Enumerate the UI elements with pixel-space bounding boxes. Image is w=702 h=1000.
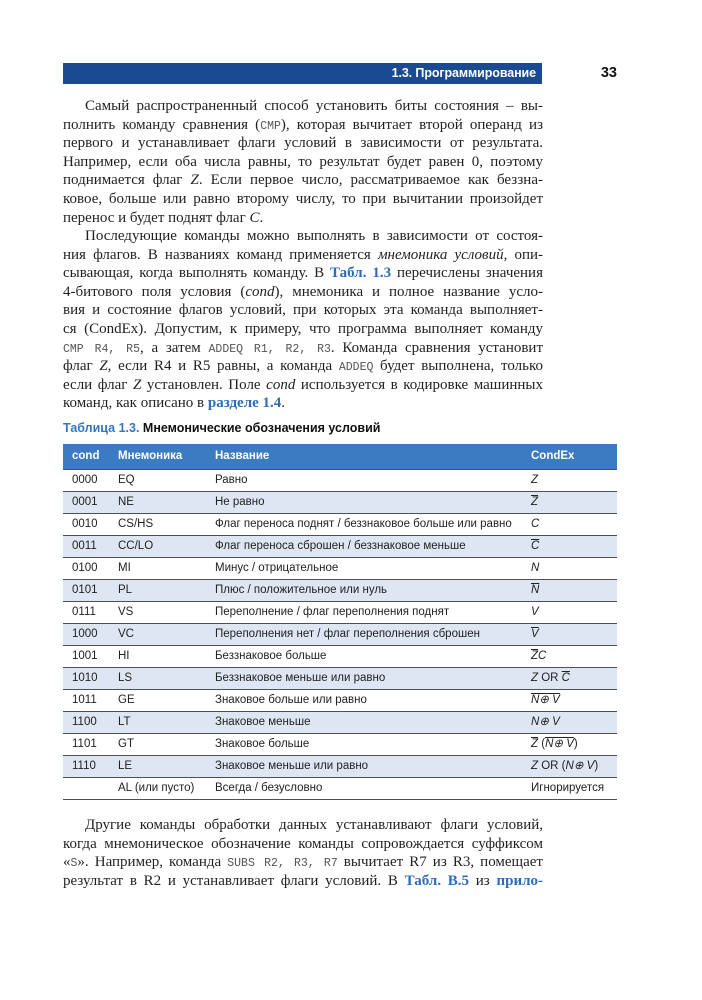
text-line bbox=[63, 283, 543, 302]
cell-condex bbox=[522, 536, 617, 557]
cell-name: Минус / отрицательное bbox=[215, 562, 339, 574]
text-segment: вия и состояние флагов условий, при которых эта команда выполняет- bbox=[63, 302, 543, 319]
table-row bbox=[63, 733, 617, 755]
text-line bbox=[63, 264, 543, 283]
cell-condex bbox=[522, 690, 617, 711]
table-caption bbox=[63, 420, 380, 436]
text-line bbox=[63, 872, 543, 891]
code-segment: CMP bbox=[260, 119, 281, 133]
cell-mnemonic: GT bbox=[118, 738, 134, 750]
cell-cond: 1001 bbox=[72, 650, 98, 662]
table-row bbox=[63, 777, 617, 799]
text-line bbox=[63, 190, 543, 209]
cell-cond: 1110 bbox=[72, 760, 96, 772]
i-segment: C bbox=[249, 209, 260, 226]
text-line bbox=[63, 835, 543, 854]
text-segment: « bbox=[63, 854, 71, 871]
cell-mnemonic: LS bbox=[118, 672, 133, 684]
table-caption-title: Мнемонические обозначения условий bbox=[139, 421, 381, 435]
text-line bbox=[63, 246, 543, 265]
cell-cond: 0000 bbox=[72, 474, 98, 486]
i-segment: Z bbox=[132, 376, 142, 393]
column-header-name: Название bbox=[215, 450, 270, 462]
text-segment: Последующие команды можно выполнять в зависимости от состоя- bbox=[85, 228, 543, 244]
text-segment: , а затем bbox=[140, 339, 209, 356]
page-number: 33 bbox=[600, 65, 617, 81]
i-segment: Z bbox=[531, 474, 539, 486]
text-segment: перенос и будет поднят флаг bbox=[63, 209, 250, 226]
text-line bbox=[63, 853, 543, 872]
text-segment: если флаг bbox=[63, 376, 133, 393]
text-segment: сывающая, когда выполнять команду. В bbox=[63, 265, 331, 282]
cell-name: Флаг переноса поднят / беззнаковое больше или равно bbox=[215, 518, 512, 530]
text-segment: Самый распространенный способ установить биты состояния – вы- bbox=[85, 98, 543, 114]
cell-name: Плюс / положительное или нуль bbox=[215, 584, 388, 596]
i-segment: C bbox=[531, 518, 540, 530]
paragraph-1 bbox=[63, 97, 543, 227]
table-row bbox=[63, 667, 617, 689]
text-segment: Другие команды обработки данных устанавливают флаги условий, bbox=[85, 817, 543, 833]
i-segment: $\overline{Z}$ bbox=[531, 738, 539, 750]
cell-name: Знаковое больше bbox=[215, 738, 310, 750]
cell-cond: 0010 bbox=[72, 518, 98, 530]
cell-cond: 0101 bbox=[72, 584, 98, 596]
code-segment: S bbox=[70, 857, 78, 871]
text-segment: ковое, больше или равно второму числу, то при вычитании произойдет bbox=[63, 190, 543, 207]
table-row bbox=[63, 513, 617, 535]
cell-condex bbox=[522, 602, 617, 623]
table-header-row bbox=[63, 444, 617, 469]
cell-cond bbox=[63, 778, 109, 799]
table-row bbox=[63, 535, 617, 557]
i-segment: Z bbox=[190, 172, 199, 189]
cell-mnemonic: PL bbox=[118, 584, 133, 596]
i-segment: N⊕ V bbox=[531, 716, 560, 728]
table-row bbox=[63, 579, 617, 601]
cell-condex bbox=[522, 756, 617, 777]
cell-mnemonic: LE bbox=[118, 760, 133, 772]
table-row bbox=[63, 557, 617, 579]
cell-condex bbox=[522, 778, 617, 799]
i-segment: N⊕ V bbox=[545, 738, 574, 750]
i-segment: N⊕ V bbox=[531, 694, 560, 706]
text-segment: , если R4 и R5 равны, а команда bbox=[107, 358, 339, 375]
cell-mnemonic: MI bbox=[118, 562, 131, 574]
cell-name: Беззнаковое меньше или равно bbox=[215, 672, 386, 684]
i-segment: $\overline{N}$ bbox=[531, 584, 540, 596]
table-row bbox=[63, 645, 617, 667]
text-line bbox=[63, 394, 543, 413]
cell-name: Знаковое больше или равно bbox=[215, 694, 367, 706]
code-segment: ADDEQ R1, R2, R3 bbox=[208, 342, 331, 356]
cell-condex bbox=[522, 734, 617, 755]
text-segment: поднимается флаг bbox=[63, 172, 191, 189]
cell-condex bbox=[522, 470, 617, 491]
cell-condex bbox=[522, 712, 617, 733]
text-segment: из bbox=[469, 872, 497, 889]
i-segment: N bbox=[531, 562, 540, 574]
column-header-condex: CondEx bbox=[531, 450, 575, 462]
link-segment[interactable]: разделе 1.4 bbox=[207, 395, 282, 412]
link-segment[interactable]: Табл. 1.3 bbox=[330, 265, 392, 282]
text-segment: OR ( bbox=[538, 760, 566, 772]
cell-mnemonic: VS bbox=[118, 606, 134, 618]
table-row bbox=[63, 755, 617, 777]
cell-condex bbox=[522, 646, 617, 667]
text-segment: полнить команду сравнения ( bbox=[63, 116, 261, 133]
cell-cond: 0100 bbox=[72, 562, 98, 574]
cell-mnemonic: NE bbox=[118, 496, 134, 508]
text-line bbox=[63, 320, 543, 339]
i-segment: Z bbox=[531, 672, 539, 684]
text-segment: . bbox=[281, 395, 286, 412]
cell-mnemonic: VC bbox=[118, 628, 134, 640]
text-line bbox=[63, 153, 543, 172]
text-line bbox=[63, 816, 543, 835]
cell-name: Переполнения нет / флаг переполнения сброшен bbox=[215, 628, 480, 640]
cell-cond: 1011 bbox=[72, 694, 97, 706]
condition-mnemonics-table bbox=[63, 444, 617, 800]
cell-condex bbox=[522, 580, 617, 601]
cell-condex bbox=[522, 558, 617, 579]
text-line bbox=[63, 209, 543, 228]
column-header-cond: cond bbox=[72, 450, 100, 462]
code-segment: ADDEQ bbox=[338, 361, 374, 375]
text-segment: перечислены значения bbox=[391, 265, 543, 282]
text-segment: когда мнемоническое обозначение команды сопровождается суффиксом bbox=[63, 835, 543, 852]
text-line bbox=[63, 339, 543, 358]
code-segment: SUBS R2, R3, R7 bbox=[227, 857, 338, 871]
running-header-bar bbox=[63, 63, 542, 84]
text-line bbox=[63, 301, 543, 320]
cell-cond: 1010 bbox=[72, 672, 98, 684]
i-segment: Z bbox=[99, 358, 108, 375]
table-row bbox=[63, 601, 617, 623]
cell-cond: 1101 bbox=[72, 738, 97, 750]
i-segment: cond bbox=[245, 283, 275, 300]
text-segment: Например, если оба числа равны, то результат будет равен 0, поэтому bbox=[63, 153, 543, 170]
i-segment: мнемоника условий bbox=[377, 246, 504, 263]
text-segment: . bbox=[259, 209, 264, 226]
text-segment: 4-битового поля условия ( bbox=[63, 283, 246, 300]
text-segment: , опи- bbox=[503, 246, 543, 263]
cell-mnemonic: GE bbox=[118, 694, 135, 706]
cell-condex bbox=[522, 492, 617, 513]
section-title: 1.3. Программирование bbox=[391, 66, 536, 80]
table-body bbox=[63, 469, 617, 799]
cell-condex bbox=[522, 668, 617, 689]
text-line bbox=[63, 134, 543, 153]
text-segment: Игнорируется bbox=[531, 782, 605, 794]
table-caption-label: Таблица 1.3. bbox=[63, 421, 140, 435]
text-line bbox=[63, 171, 543, 190]
cell-mnemonic: CS/HS bbox=[118, 518, 154, 530]
text-line bbox=[63, 227, 543, 246]
i-segment: $\overline{C}$ bbox=[561, 672, 570, 684]
i-segment: cond bbox=[266, 376, 296, 393]
cell-name: Знаковое меньше или равно bbox=[215, 760, 369, 772]
cell-mnemonic: HI bbox=[118, 650, 130, 662]
cell-cond: 0001 bbox=[72, 496, 98, 508]
cell-mnemonic: EQ bbox=[118, 474, 135, 486]
text-segment: установлен. Поле bbox=[141, 376, 267, 393]
cell-condex bbox=[522, 624, 617, 645]
paragraph-2 bbox=[63, 227, 543, 413]
text-segment: ния флагов. В названиях команд применяется bbox=[63, 246, 378, 263]
text-line bbox=[63, 376, 543, 395]
text-line bbox=[63, 97, 543, 116]
cell-mnemonic: AL (или пусто) bbox=[118, 782, 195, 794]
text-segment: ся (CondEx). Допустим, к примеру, что программа выполняет команду bbox=[63, 320, 543, 337]
text-segment: будет выполнена, только bbox=[373, 358, 543, 375]
text-line bbox=[63, 357, 543, 376]
link-segment[interactable]: Табл. B.5 bbox=[404, 872, 470, 889]
text-segment: ( bbox=[538, 738, 546, 750]
link-segment[interactable]: прило- bbox=[496, 872, 543, 889]
cell-mnemonic: LT bbox=[118, 716, 131, 728]
cell-name: Флаг переноса сброшен / беззнаковое меньше bbox=[215, 540, 466, 552]
cell-name: Знаковое меньше bbox=[215, 716, 311, 728]
text-segment: флаг bbox=[63, 358, 100, 375]
text-segment: ». Например, команда bbox=[77, 854, 228, 871]
text-segment: первого и устанавливает флаги условий в зависимости от результата. bbox=[63, 135, 543, 152]
cell-cond: 1000 bbox=[72, 628, 98, 640]
cell-name: Не равно bbox=[215, 496, 265, 508]
text-line bbox=[63, 116, 543, 135]
table-row bbox=[63, 711, 617, 733]
cell-cond: 0111 bbox=[72, 606, 96, 618]
text-segment: ), мнемоника и полное название усло- bbox=[274, 283, 543, 300]
text-segment: . Если первое число, рассматриваемое как беззна- bbox=[198, 172, 543, 189]
cell-name: Всегда / безусловно bbox=[215, 782, 323, 794]
i-segment: $\overline{Z}$ bbox=[531, 650, 539, 662]
cell-name: Равно bbox=[215, 474, 248, 486]
i-segment: $\overline{C}$ bbox=[531, 540, 540, 552]
cell-cond: 1100 bbox=[72, 716, 97, 728]
i-segment: N⊕ V bbox=[565, 760, 595, 772]
text-segment: ) bbox=[573, 738, 578, 750]
text-segment: вычитает R7 из R3, помещает bbox=[337, 854, 543, 871]
text-segment: команд, как описано в bbox=[63, 395, 208, 412]
i-segment: C bbox=[538, 650, 547, 662]
column-header-mnemonic: Мнемоника bbox=[118, 450, 183, 462]
text-segment: OR bbox=[538, 672, 562, 684]
cell-condex bbox=[522, 514, 617, 535]
i-segment: Z bbox=[531, 760, 539, 772]
text-segment: ), которая вычитает второй операнд из bbox=[280, 116, 543, 133]
text-segment: используется в кодировке машинных bbox=[295, 376, 544, 393]
i-segment: $\overline{Z}$ bbox=[531, 496, 539, 508]
table-row bbox=[63, 491, 617, 513]
i-segment: $\overline{V}$ bbox=[531, 628, 539, 640]
text-segment: . Команда сравнения установит bbox=[330, 339, 544, 356]
paragraph-3 bbox=[63, 816, 543, 890]
cell-name: Беззнаковое больше bbox=[215, 650, 327, 662]
cell-name: Переполнение / флаг переполнения поднят bbox=[215, 606, 450, 618]
code-segment: CMP R4, R5 bbox=[63, 342, 140, 356]
table-row bbox=[63, 469, 617, 491]
table-row bbox=[63, 623, 617, 645]
cell-cond: 0011 bbox=[72, 540, 97, 552]
i-segment: V bbox=[531, 606, 539, 618]
cell-mnemonic: CC/LO bbox=[118, 540, 154, 552]
text-segment: результат в R2 и устанавливает флаги условий. В bbox=[63, 872, 405, 889]
table-row bbox=[63, 689, 617, 711]
text-segment: ) bbox=[594, 760, 599, 772]
